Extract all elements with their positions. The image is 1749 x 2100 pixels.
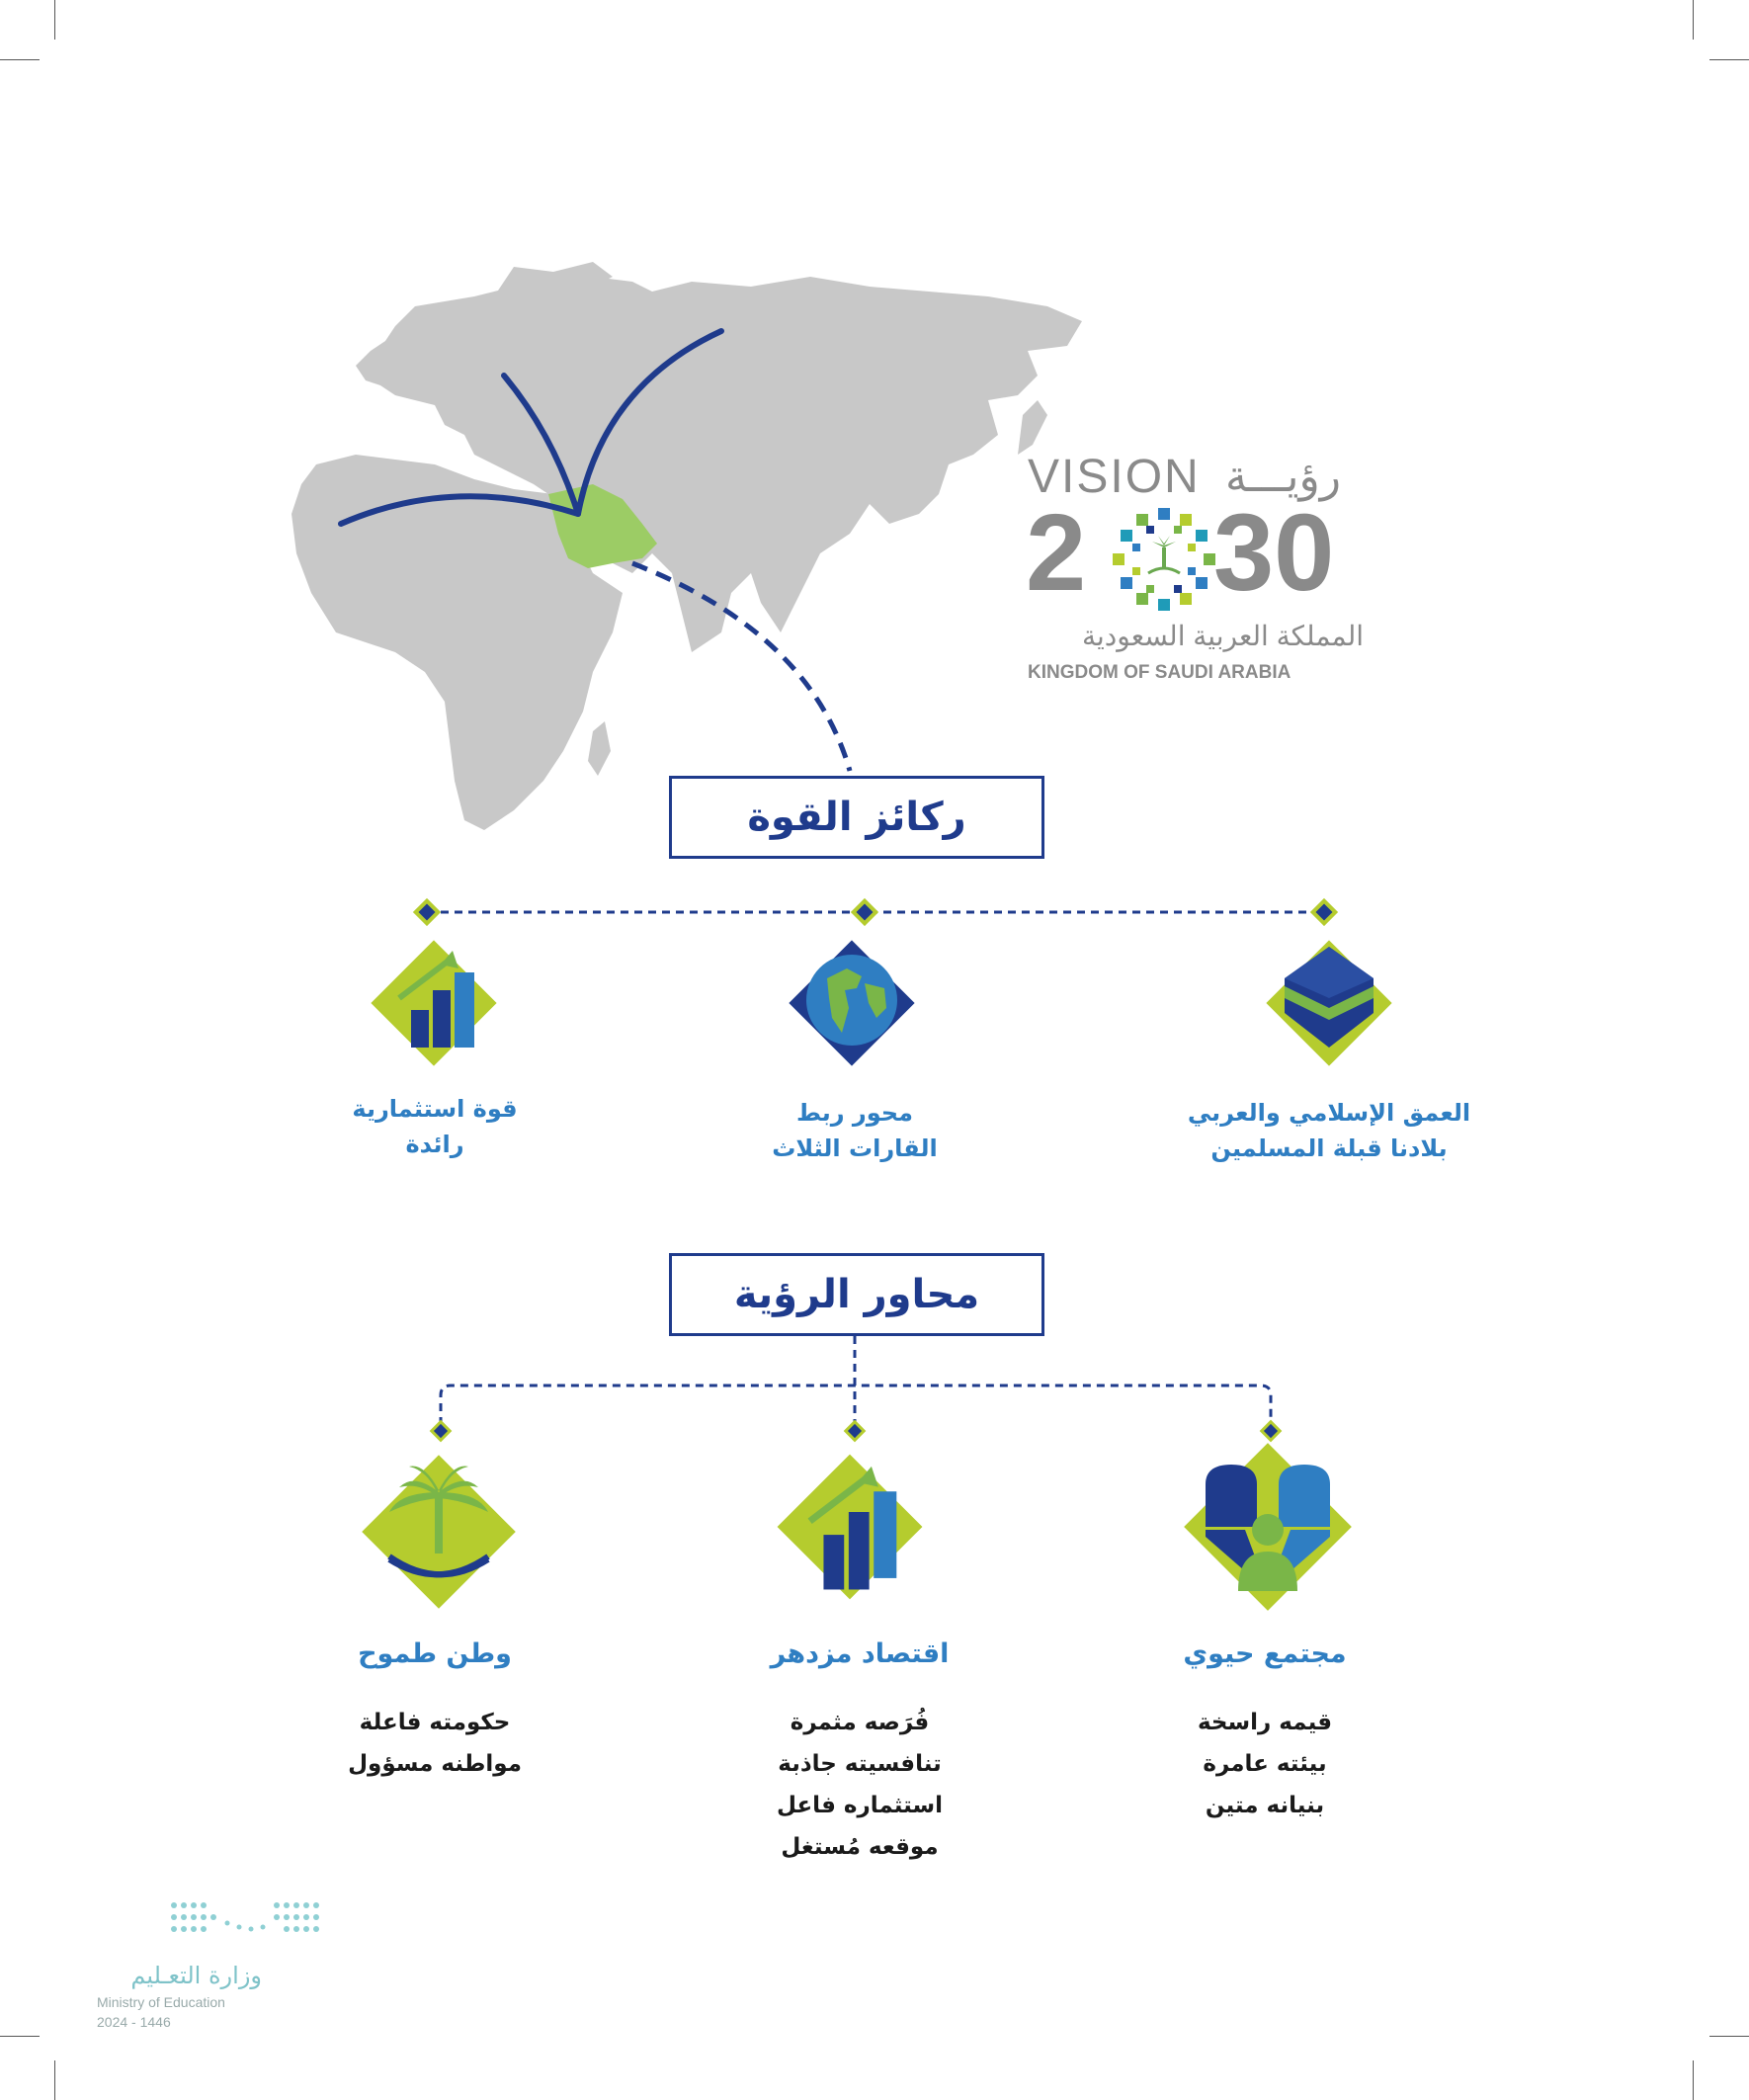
list-item: بنيانه متين <box>1205 1793 1325 1818</box>
crop-mark <box>1709 59 1749 60</box>
madagascar-landmass <box>588 721 611 776</box>
list-item: مواطنه مسؤول <box>348 1751 522 1777</box>
axis-title-vibrant-society: مجتمع حيوي <box>1183 1638 1347 1669</box>
growth-chart-icon <box>370 939 498 1067</box>
axes-title: محاور الرؤية <box>733 1272 980 1317</box>
crop-mark <box>1709 2036 1749 2037</box>
crop-mark <box>1693 0 1694 40</box>
crop-mark <box>0 2036 40 2037</box>
axes-title-box <box>669 1253 1044 1336</box>
axis-title-thriving-economy: اقتصاد مزدهر <box>770 1638 950 1669</box>
edition-year: 2024 - 1446 <box>97 2014 171 2030</box>
axis-points-ambitious-nation <box>326 1702 543 1785</box>
kaaba-icon <box>1265 939 1393 1067</box>
vision-en-text: VISION <box>1028 451 1201 503</box>
list-item: قيمه راسخة <box>1197 1710 1333 1735</box>
connector-node <box>413 898 441 926</box>
crop-mark <box>0 59 40 60</box>
world-map <box>277 257 1107 850</box>
connector-node <box>430 1420 453 1443</box>
pillar-label-connection-hub: محور ربط القارات الثلاث <box>772 1099 938 1162</box>
axis-points-thriving-economy <box>741 1702 978 1868</box>
pillars-connector <box>405 894 1344 930</box>
ministry-name-en: Ministry of Education <box>97 1994 225 2010</box>
globe-icon <box>788 939 916 1067</box>
axis-points-vibrant-society <box>1166 1702 1364 1826</box>
palm-swords-icon <box>360 1453 518 1611</box>
arrow-dashed-to-box <box>632 563 850 771</box>
country-ar-text: المملكة العربية السعودية <box>1081 621 1364 651</box>
list-item: فُرَصه مثمرة <box>790 1710 930 1735</box>
crop-mark <box>1693 2060 1694 2100</box>
ministry-dots-logo <box>168 1897 326 1945</box>
mosaic-zero-emblem <box>1109 504 1219 615</box>
list-item: موقعه مُستغل <box>781 1834 939 1860</box>
growth-chart-icon <box>776 1453 924 1601</box>
connector-node <box>851 898 878 926</box>
crop-mark <box>54 2060 55 2100</box>
connector-node <box>1310 898 1338 926</box>
japan-landmass <box>1018 400 1047 455</box>
list-item: حكومته فاعلة <box>359 1710 511 1735</box>
community-icon <box>1184 1443 1352 1611</box>
axes-connector <box>425 1336 1285 1445</box>
palm-emblem <box>1148 536 1180 573</box>
list-item: بيئته عامرة <box>1203 1751 1327 1777</box>
pillar-label-investment-power: قوة استثمارية رائدة <box>352 1095 518 1158</box>
pillar-label-islamic-depth: العمق الإسلامي والعربي بلادنا قبلة المسلمين <box>1187 1099 1471 1162</box>
connector-node <box>1260 1420 1283 1443</box>
connector-node <box>844 1420 867 1443</box>
ministry-name-ar: وزارة التعـليم <box>130 1962 262 1989</box>
year-right-digits: 30 <box>1213 492 1335 614</box>
vision-ar-text: رؤيـــة <box>1225 453 1342 501</box>
vision-2030-logo <box>1028 450 1383 687</box>
list-item: استثماره فاعل <box>776 1793 944 1818</box>
list-item: تنافسيته جاذبة <box>778 1751 942 1777</box>
axis-title-ambitious-nation: وطن طموح <box>358 1638 512 1669</box>
year-left-digit: 2 <box>1026 492 1087 614</box>
pillars-title-box <box>669 776 1044 859</box>
crop-mark <box>54 0 55 40</box>
pillars-title: ركائز القوة <box>747 795 966 840</box>
country-en-text: KINGDOM OF SAUDI ARABIA <box>1028 662 1291 683</box>
